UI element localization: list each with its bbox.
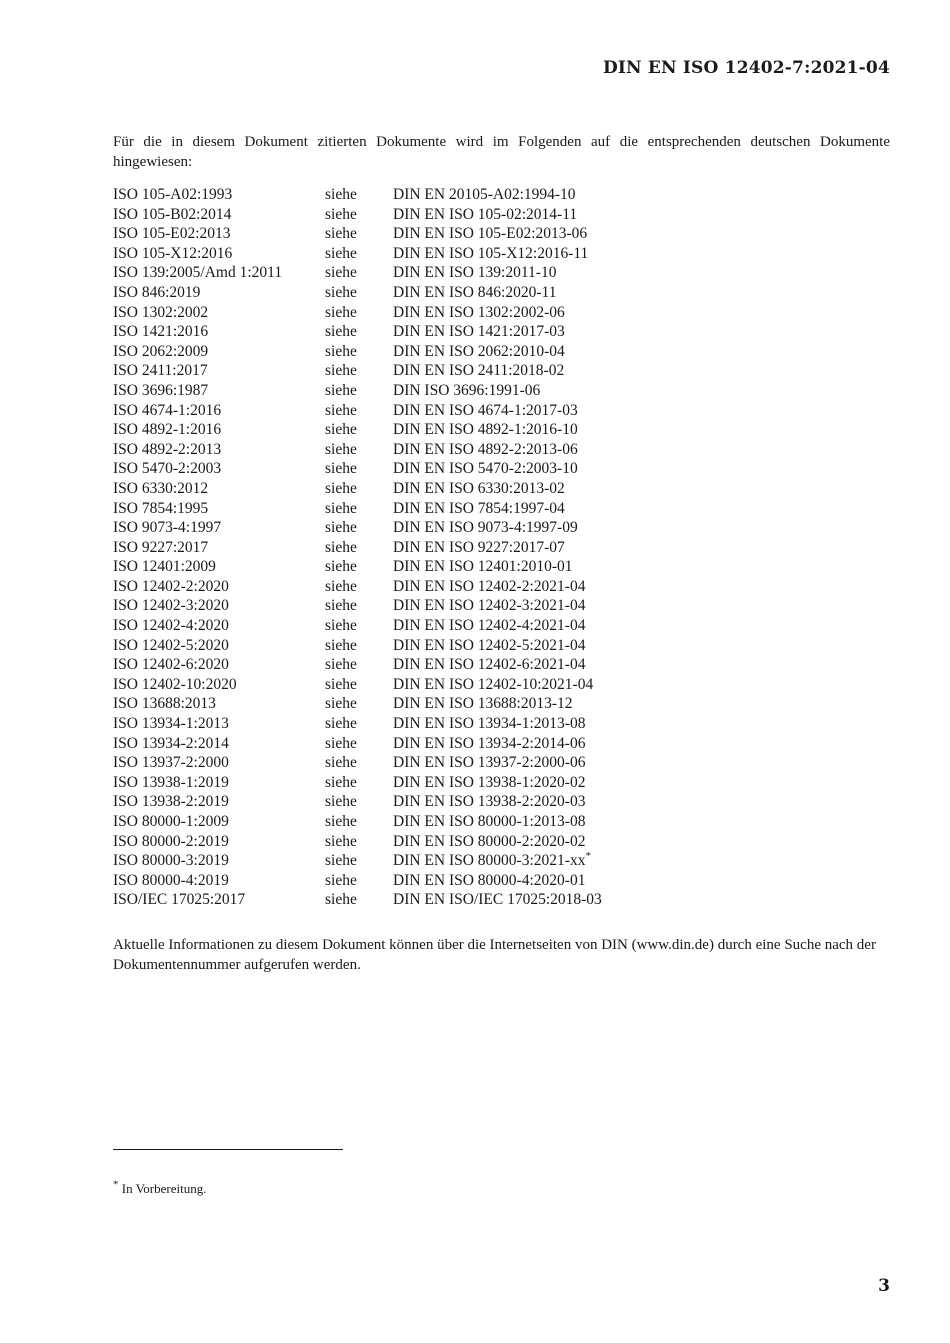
din-reference-text: DIN EN ISO 105-E02:2013-06	[393, 225, 588, 243]
iso-reference: ISO 9227:2017	[113, 538, 209, 556]
reference-row	[113, 694, 602, 714]
din-reference-text: DIN EN ISO 2062:2010-04	[393, 342, 565, 360]
iso-reference: ISO 12402-4:2020	[113, 617, 229, 635]
reference-row	[113, 322, 602, 342]
reference-row	[113, 596, 602, 616]
reference-row	[113, 205, 602, 225]
din-reference-text: DIN EN ISO 7854:1997-04	[393, 499, 565, 517]
din-reference-text: DIN EN ISO 12402-2:2021-04	[393, 577, 586, 595]
siehe-label: siehe	[325, 617, 357, 635]
iso-reference: ISO/IEC 17025:2017	[113, 891, 246, 909]
reference-row	[113, 185, 602, 205]
siehe-label: siehe	[325, 891, 357, 909]
reference-row	[113, 244, 602, 264]
din-reference	[393, 753, 602, 773]
din-reference	[393, 871, 602, 891]
reference-row	[113, 812, 602, 832]
reference-row	[113, 773, 602, 793]
iso-reference: ISO 6330:2012	[113, 479, 209, 497]
reference-row	[113, 538, 602, 558]
reference-row	[113, 753, 602, 773]
din-reference-text: DIN EN ISO 4892-1:2016-10	[393, 421, 578, 439]
din-reference-text: DIN EN ISO 80000-4:2020-01	[393, 871, 586, 889]
footnote-divider	[113, 1149, 343, 1150]
din-reference-text: DIN EN ISO 4674-1:2017-03	[393, 401, 578, 419]
din-reference	[393, 342, 602, 362]
iso-reference: ISO 4892-2:2013	[113, 440, 222, 458]
reference-row	[113, 401, 602, 421]
siehe-label: siehe	[325, 283, 357, 301]
siehe-label: siehe	[325, 852, 357, 870]
din-reference	[393, 283, 602, 303]
din-reference-text: DIN EN ISO 4892-2:2013-06	[393, 440, 578, 458]
iso-reference: ISO 13934-1:2013	[113, 715, 229, 733]
iso-reference: ISO 105-A02:1993	[113, 186, 233, 203]
din-reference-text: DIN EN ISO 12402-5:2021-04	[393, 636, 586, 654]
iso-reference: ISO 7854:1995	[113, 499, 209, 517]
iso-reference: ISO 13938-2:2019	[113, 793, 229, 811]
din-reference-text: DIN EN ISO 1302:2002-06	[393, 303, 565, 321]
din-reference	[393, 420, 602, 440]
din-reference-text: DIN EN ISO 12402-6:2021-04	[393, 656, 586, 674]
din-reference	[393, 675, 602, 695]
din-reference	[393, 185, 602, 205]
reference-row	[113, 832, 602, 852]
reference-row	[113, 890, 602, 910]
siehe-label: siehe	[325, 323, 357, 341]
reference-row	[113, 734, 602, 754]
reference-row	[113, 459, 602, 479]
page-number: 3	[878, 1276, 890, 1296]
reference-row	[113, 577, 602, 597]
reference-row	[113, 381, 602, 401]
siehe-label: siehe	[325, 773, 357, 791]
din-reference	[393, 596, 602, 616]
din-reference-text: DIN EN ISO 6330:2013-02	[393, 479, 565, 497]
siehe-label: siehe	[325, 832, 357, 850]
din-reference-text: DIN EN ISO 5470-2:2003-10	[393, 460, 578, 478]
iso-reference: ISO 846:2019	[113, 283, 201, 301]
din-reference	[393, 381, 602, 401]
iso-reference: ISO 12402-6:2020	[113, 656, 229, 674]
reference-row	[113, 303, 602, 323]
din-reference	[393, 714, 602, 734]
reference-row	[113, 499, 602, 519]
iso-reference: ISO 13937-2:2000	[113, 754, 229, 772]
footnote-reference-mark: *	[585, 850, 591, 863]
reference-row	[113, 361, 602, 381]
footnote-mark: *	[113, 1178, 119, 1191]
din-reference	[393, 636, 602, 656]
iso-reference: ISO 12402-3:2020	[113, 597, 229, 615]
din-reference-text: DIN EN ISO 105-X12:2016-11	[393, 244, 589, 262]
din-reference	[393, 361, 602, 381]
siehe-label: siehe	[325, 205, 357, 223]
din-reference	[393, 577, 602, 597]
siehe-label: siehe	[325, 401, 357, 419]
iso-reference: ISO 105-E02:2013	[113, 225, 231, 243]
reference-row	[113, 283, 602, 303]
footnote-text: In Vorbereitung.	[121, 1181, 207, 1196]
din-reference	[393, 694, 602, 714]
reference-row	[113, 655, 602, 675]
din-reference	[393, 263, 602, 283]
din-reference-text: DIN EN ISO 13938-1:2020-02	[393, 773, 586, 791]
din-reference-text: DIN EN ISO 80000-2:2020-02	[393, 832, 586, 850]
siehe-label: siehe	[325, 577, 357, 595]
iso-reference: ISO 105-X12:2016	[113, 244, 233, 262]
iso-reference: ISO 5470-2:2003	[113, 460, 222, 478]
din-reference-text: DIN EN ISO 105-02:2014-11	[393, 205, 578, 223]
din-reference-text: DIN EN ISO 2411:2018-02	[393, 362, 565, 380]
siehe-label: siehe	[325, 186, 357, 203]
siehe-label: siehe	[325, 225, 357, 243]
din-reference	[393, 440, 602, 460]
iso-reference: ISO 139:2005/Amd 1:2011	[113, 264, 283, 282]
reference-row	[113, 714, 602, 734]
siehe-label: siehe	[325, 871, 357, 889]
din-reference-text: DIN EN ISO 12402-10:2021-04	[393, 675, 594, 693]
iso-reference: ISO 13934-2:2014	[113, 734, 229, 752]
reference-row	[113, 675, 602, 695]
reference-list	[113, 185, 602, 910]
siehe-label: siehe	[325, 264, 357, 282]
iso-reference: ISO 12402-10:2020	[113, 675, 237, 693]
din-reference-text: DIN EN ISO 80000-3:2021-xx	[393, 852, 586, 870]
siehe-label: siehe	[325, 793, 357, 811]
siehe-label: siehe	[325, 715, 357, 733]
siehe-label: siehe	[325, 499, 357, 517]
din-reference	[393, 812, 602, 832]
iso-reference: ISO 3696:1987	[113, 381, 209, 399]
din-reference	[393, 322, 602, 342]
din-reference-text: DIN EN ISO 12402-3:2021-04	[393, 597, 586, 615]
din-reference	[393, 655, 602, 675]
din-reference	[393, 459, 602, 479]
siehe-label: siehe	[325, 597, 357, 615]
din-reference	[393, 734, 602, 754]
din-reference	[393, 890, 602, 910]
din-reference-text: DIN EN ISO 139:2011-10	[393, 264, 557, 282]
iso-reference: ISO 80000-4:2019	[113, 871, 229, 889]
intro-paragraph: Für die in diesem Dokument zitierten Dokumente wird im Folgenden auf die entsprechenden deutschen Dokumente hingewiesen:	[113, 134, 890, 170]
reference-row	[113, 479, 602, 499]
din-reference-text: DIN EN ISO 9073-4:1997-09	[393, 519, 578, 537]
din-reference	[393, 479, 602, 499]
din-reference-text: DIN EN ISO 13934-2:2014-06	[393, 734, 586, 752]
reference-row	[113, 518, 602, 538]
din-reference	[393, 205, 602, 225]
iso-reference: ISO 80000-2:2019	[113, 832, 229, 850]
reference-row	[113, 440, 602, 460]
reference-row	[113, 616, 602, 636]
siehe-label: siehe	[325, 342, 357, 360]
siehe-label: siehe	[325, 558, 357, 576]
siehe-label: siehe	[325, 695, 357, 713]
din-reference	[393, 401, 602, 421]
din-reference	[393, 792, 602, 812]
iso-reference: ISO 13688:2013	[113, 695, 216, 713]
siehe-label: siehe	[325, 244, 357, 262]
siehe-label: siehe	[325, 538, 357, 556]
iso-reference: ISO 2411:2017	[113, 362, 208, 380]
din-reference-text: DIN EN ISO 13688:2013-12	[393, 695, 573, 713]
din-reference-text: DIN EN ISO/IEC 17025:2018-03	[393, 891, 602, 909]
din-reference-text: DIN EN ISO 1421:2017-03	[393, 323, 565, 341]
din-reference-text: DIN EN 20105-A02:1994-10	[393, 186, 576, 203]
din-reference	[393, 832, 602, 852]
din-reference-text: DIN EN ISO 13938-2:2020-03	[393, 793, 586, 811]
reference-row	[113, 557, 602, 577]
siehe-label: siehe	[325, 656, 357, 674]
din-reference	[393, 538, 602, 558]
siehe-label: siehe	[325, 675, 357, 693]
siehe-label: siehe	[325, 734, 357, 752]
iso-reference: ISO 80000-1:2009	[113, 813, 229, 830]
iso-reference: ISO 2062:2009	[113, 342, 209, 360]
din-reference	[393, 851, 602, 871]
din-reference	[393, 303, 602, 323]
iso-reference: ISO 1302:2002	[113, 303, 209, 321]
din-reference	[393, 244, 602, 264]
din-reference-text: DIN EN ISO 12402-4:2021-04	[393, 617, 586, 635]
din-reference-text: DIN EN ISO 80000-1:2013-08	[393, 813, 586, 830]
info-paragraph: Aktuelle Informationen zu diesem Dokument können über die Internetseiten von DIN (www.din.de) durch eine Suche nach der Dokumentennummer aufgerufen werden.	[113, 937, 876, 973]
reference-row	[113, 420, 602, 440]
document-id-header: DIN EN ISO 12402-7:2021-04	[602, 58, 890, 78]
iso-reference: ISO 12402-5:2020	[113, 636, 229, 654]
din-reference	[393, 224, 602, 244]
iso-reference: ISO 1421:2016	[113, 323, 209, 341]
siehe-label: siehe	[325, 754, 357, 772]
siehe-label: siehe	[325, 460, 357, 478]
din-reference-text: DIN EN ISO 846:2020-11	[393, 283, 557, 301]
siehe-label: siehe	[325, 519, 357, 537]
reference-row	[113, 342, 602, 362]
din-reference	[393, 499, 602, 519]
siehe-label: siehe	[325, 636, 357, 654]
din-reference	[393, 518, 602, 538]
iso-reference: ISO 80000-3:2019	[113, 852, 229, 870]
siehe-label: siehe	[325, 440, 357, 458]
din-reference-text: DIN EN ISO 13937-2:2000-06	[393, 754, 586, 772]
din-reference-text: DIN EN ISO 13934-1:2013-08	[393, 715, 586, 733]
iso-reference: ISO 12402-2:2020	[113, 577, 229, 595]
iso-reference: ISO 4674-1:2016	[113, 401, 222, 419]
siehe-label: siehe	[325, 303, 357, 321]
reference-row	[113, 871, 602, 891]
iso-reference: ISO 12401:2009	[113, 558, 216, 576]
iso-reference: ISO 4892-1:2016	[113, 421, 222, 439]
siehe-label: siehe	[325, 421, 357, 439]
reference-row	[113, 636, 602, 656]
din-reference	[393, 773, 602, 793]
din-reference-text: DIN EN ISO 12401:2010-01	[393, 558, 573, 576]
iso-reference: ISO 105-B02:2014	[113, 205, 232, 223]
siehe-label: siehe	[325, 381, 357, 399]
siehe-label: siehe	[325, 362, 357, 380]
reference-row	[113, 792, 602, 812]
footnote	[113, 1178, 207, 1197]
din-reference	[393, 557, 602, 577]
din-reference-text: DIN ISO 3696:1991-06	[393, 381, 541, 399]
reference-row	[113, 851, 602, 871]
reference-row	[113, 224, 602, 244]
din-reference	[393, 616, 602, 636]
reference-row	[113, 263, 602, 283]
iso-reference: ISO 9073-4:1997	[113, 519, 222, 537]
din-reference-text: DIN EN ISO 9227:2017-07	[393, 538, 565, 556]
siehe-label: siehe	[325, 479, 357, 497]
iso-reference: ISO 13938-1:2019	[113, 773, 229, 791]
siehe-label: siehe	[325, 813, 357, 830]
